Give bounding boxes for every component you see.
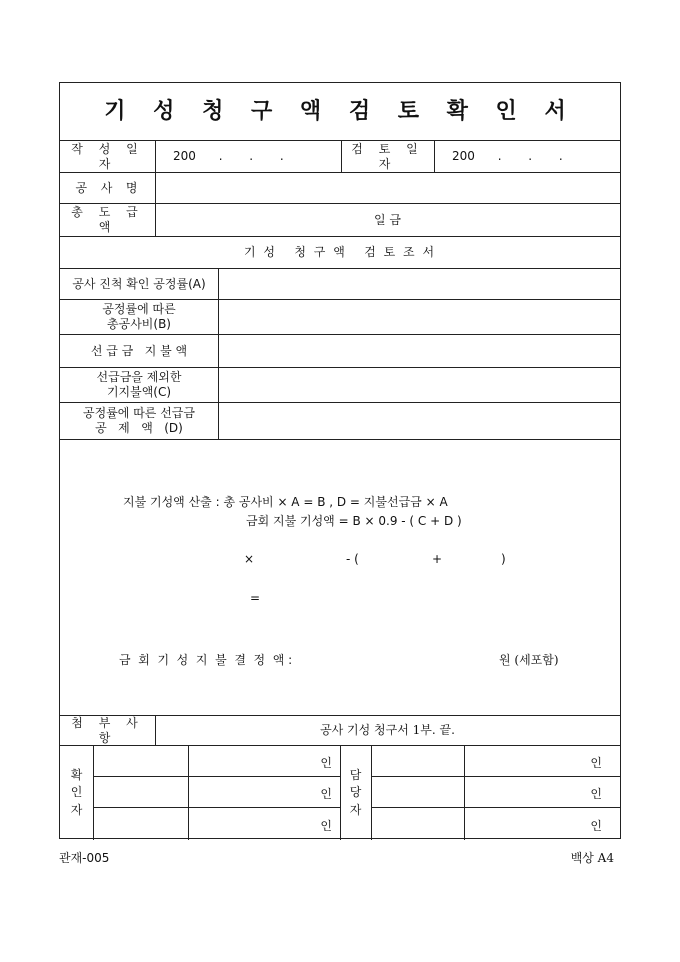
- formula-line-1: 지불 기성액 산출 : 총 공사비 × A = B , D = 지불선급금 × A: [123, 495, 448, 509]
- contract-amount-row: [60, 204, 620, 237]
- review-row-label-2: 총공사비(B): [107, 317, 171, 331]
- write-date-label: 작 성 일 자: [71, 141, 144, 171]
- review-date-value[interactable]: 200 . . .: [452, 149, 563, 163]
- review-row-label-2: 기지불액(C): [106, 385, 172, 399]
- project-name-label: 공 사 명: [75, 180, 140, 195]
- seal-mark: 인: [590, 787, 602, 801]
- calc-plus: +: [432, 552, 443, 566]
- confirmer-signature-row[interactable]: [93, 808, 340, 840]
- final-amount-label: 금 회 기 성 지 불 결 정 액 :: [119, 653, 293, 667]
- review-row-label: 공사 진척 확인 공정률(A): [72, 276, 206, 291]
- review-row: [60, 403, 620, 440]
- calculation-area: [60, 440, 620, 716]
- seal-mark: 인: [590, 756, 602, 770]
- review-row: [60, 269, 620, 300]
- form-code: 관재-005: [59, 851, 110, 865]
- final-amount-unit: 원 (세포함): [499, 653, 559, 667]
- manager-signature-row[interactable]: [371, 777, 620, 808]
- calc-equals: =: [250, 591, 261, 605]
- review-row-label: 공정률에 따른 선급금: [83, 406, 195, 420]
- review-row-value[interactable]: [218, 403, 620, 439]
- review-document: [59, 82, 621, 839]
- contract-amount-value[interactable]: 일 금: [374, 212, 401, 227]
- confirmer-signature-row[interactable]: [93, 777, 340, 808]
- manager-label: 담 당 자: [349, 767, 362, 817]
- review-row: [60, 300, 620, 335]
- seal-mark: 인: [320, 756, 332, 770]
- attachment-label: 첨 부 사 항: [71, 715, 144, 745]
- review-row-value[interactable]: [218, 368, 620, 402]
- calc-minus-paren: - (: [346, 552, 359, 566]
- manager-signature-row[interactable]: [371, 746, 620, 777]
- review-row-value[interactable]: [218, 335, 620, 367]
- write-date-value[interactable]: 200 . . .: [173, 149, 284, 163]
- calc-times: ×: [244, 552, 255, 566]
- contract-amount-label: 총 도 급 액: [71, 205, 144, 234]
- formula-line-2: 금회 지불 기성액 = B × 0.9 - ( C + D ): [246, 514, 462, 528]
- review-row-value[interactable]: [218, 269, 620, 299]
- review-section-title: 기 성 청 구 액 검 토 조 서: [243, 245, 437, 259]
- date-row: [60, 141, 620, 173]
- title-row: [60, 83, 620, 141]
- project-name-row: [60, 173, 620, 204]
- seal-mark: 인: [320, 787, 332, 801]
- review-row: [60, 368, 620, 403]
- review-row-label: 공정률에 따른: [102, 302, 176, 316]
- calc-close: ): [501, 552, 506, 566]
- manager-signature-row[interactable]: [371, 808, 620, 840]
- review-row-label: 선급금을 제외한: [96, 370, 182, 384]
- signature-block: [60, 746, 620, 840]
- document-title: 기 성 청 구 액 검 토 확 인 서: [104, 97, 576, 124]
- review-row-label: 선 급 금 지 불 액: [90, 343, 188, 358]
- project-name-value[interactable]: [155, 173, 620, 203]
- review-row: [60, 335, 620, 368]
- review-row-label-2: 공 제 액 (D): [95, 421, 183, 435]
- attachment-row: [60, 716, 620, 746]
- section-title-row: [60, 237, 620, 269]
- confirmer-signature-row[interactable]: [93, 746, 340, 777]
- review-date-label: 검 토 일 자: [351, 141, 424, 171]
- review-row-value[interactable]: [218, 300, 620, 334]
- seal-mark: 인: [590, 819, 602, 833]
- paper-spec: 백상 A4: [570, 851, 614, 865]
- confirmer-label: 확 인 자: [70, 767, 83, 817]
- attachment-value[interactable]: 공사 기성 청구서 1부. 끝.: [320, 723, 455, 737]
- seal-mark: 인: [320, 819, 332, 833]
